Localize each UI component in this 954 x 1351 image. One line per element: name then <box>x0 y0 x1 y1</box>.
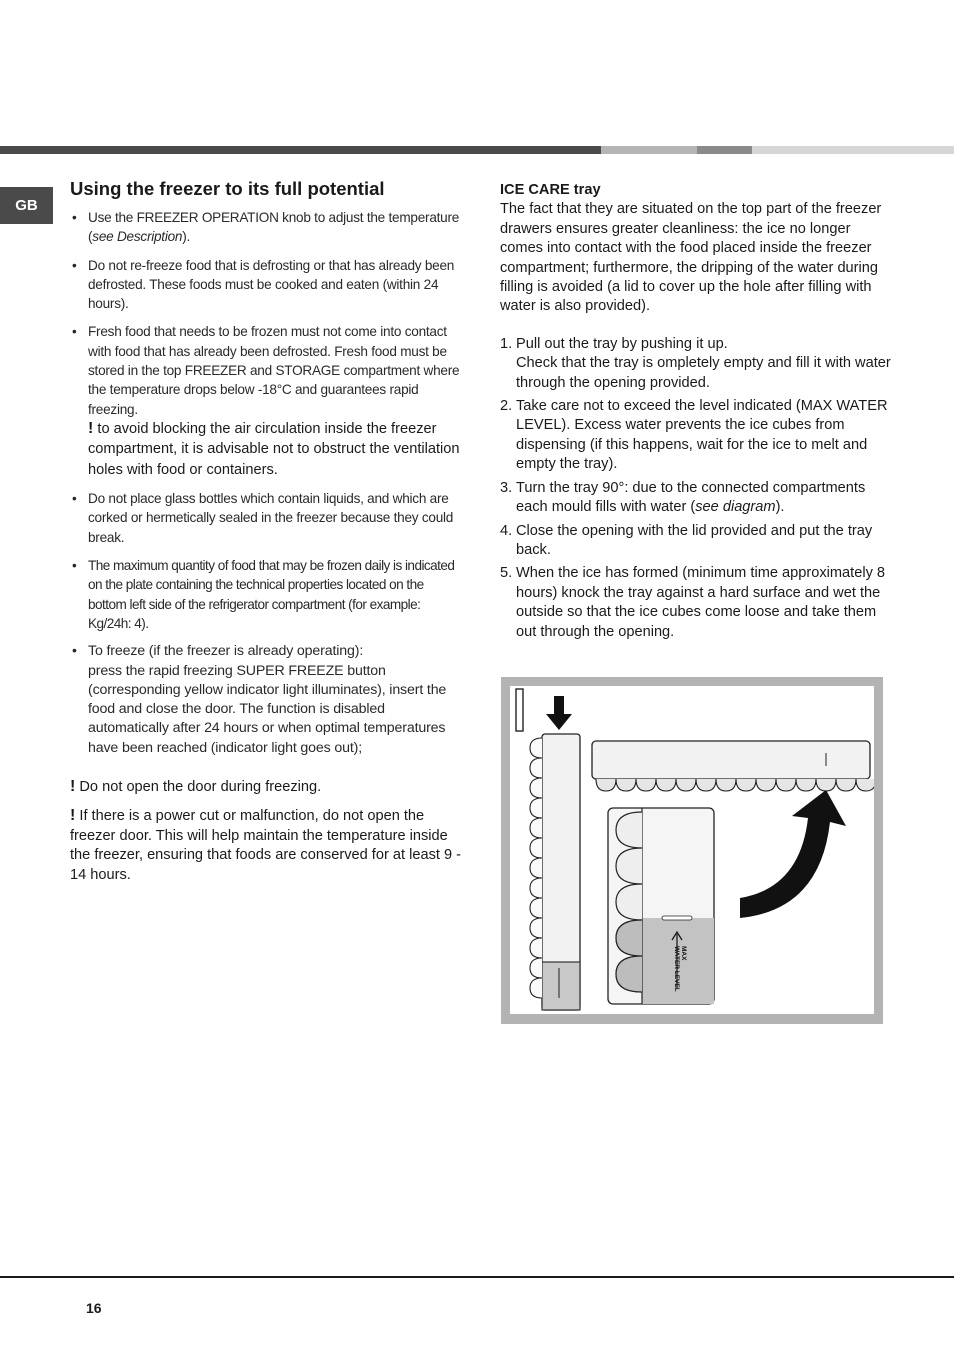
step-item <box>500 397 892 475</box>
label-max: MAX <box>680 946 687 961</box>
lid-shape <box>516 689 523 731</box>
step-item <box>500 522 892 561</box>
tray-vertical <box>530 734 580 1010</box>
tray-side-view <box>608 808 714 1004</box>
step-text: Turn the tray 90°: due to the connected compartments each mould fills with water ( <box>516 479 866 516</box>
header-bar-mid <box>601 146 697 154</box>
step-number: 3. <box>500 479 513 496</box>
step-text: When the ice has formed (minimum time approximately 8 hours) knock the tray against a hard surface and wet the outside so that the ice cubes come loose and take them out through the opening. <box>516 565 886 640</box>
tray-horizontal <box>592 741 874 791</box>
step-text: Pull out the tray by pushing it up. <box>516 335 728 352</box>
bullet-text: Do not place glass bottles which contain liquids, and which are corked or hermetically sealed in the freezer because they could break. <box>88 491 454 545</box>
bullet-text: press the rapid freezing SUPER FREEZE button (corresponding yellow indicator light illuminates), insert the food and close the door. The function is disabled automatically after 24 hours or when optimal temperatures have been reached (indicator light goes out); <box>88 662 447 756</box>
ice-care-title: ICE CARE tray <box>500 182 601 198</box>
left-column <box>70 208 462 894</box>
step-number: 1. <box>500 335 513 352</box>
warning-body: to avoid blocking the air circulation inside the freezer compartment, it is advisable not to obstruct the ventilation holes with food or containers. <box>88 420 460 478</box>
bullet-text: Fresh food that needs to be frozen must not come into contact with food that has already been defrosted. Fresh food must be stored in the top FREEZER and STORAGE compartment where the temperature drops below -18°C and guarantees rapid freezing. <box>88 324 460 417</box>
step-number: 2. <box>500 398 513 415</box>
page-number: 16 <box>86 1300 102 1316</box>
rotate-arrow-icon <box>740 790 846 918</box>
bullet-text: To freeze (if the freezer is already operating): <box>88 643 364 660</box>
list-item <box>70 322 462 480</box>
steps-list <box>500 335 892 642</box>
step-item <box>500 335 892 393</box>
note <box>70 777 462 797</box>
note <box>70 806 462 885</box>
list-item <box>70 642 462 758</box>
step-emphasis: see diagram <box>695 499 776 516</box>
step-number: 4. <box>500 522 513 539</box>
step-item <box>500 479 892 518</box>
note-text: If there is a power cut or malfunction, do not open the freezer door. This will help maintain the temperature inside the freezer, ensuring that foods are conserved for at least 9 - 14 hours. <box>70 808 462 883</box>
label-water-level: WATER LEVEL <box>673 946 680 992</box>
list-item <box>70 256 462 314</box>
list-item <box>70 556 462 633</box>
diagram-canvas <box>510 686 874 1014</box>
tips-list <box>70 208 462 758</box>
ice-tray-diagram <box>501 677 883 1024</box>
diagram-drawing <box>510 686 874 1014</box>
note-mark: ! <box>70 778 76 796</box>
step-text: Take care not to exceed the level indicated (MAX WATER LEVEL). Excess water prevents the ice cubes from dispensing (if this happens, wait for the ice to melt and empty the tray). <box>516 398 888 473</box>
list-item <box>70 208 462 247</box>
ice-care-intro: The fact that they are situated on the top part of the freezer drawers ensures greater cleanliness: the ice no longer comes into contact with the food placed inside the freezer compartment; furthermore, the dripping of the water during filling is avoided (a lid to cover up the hole after filling with water is also provided). <box>500 201 882 315</box>
step-number: 5. <box>500 565 513 582</box>
language-tab: GB <box>0 187 53 224</box>
header-bar-dark <box>0 146 601 154</box>
header-bar-dark-short <box>697 146 752 154</box>
note-mark: ! <box>70 807 76 825</box>
step-text: Close the opening with the lid provided and put the tray back. <box>516 522 873 558</box>
bullet-text: ). <box>182 229 191 245</box>
header-bar-light <box>752 146 954 154</box>
warning-mark: ! <box>88 419 94 437</box>
step-text: ). <box>775 499 785 516</box>
bullet-emphasis: see Description <box>92 229 183 245</box>
list-item <box>70 489 462 547</box>
step-text: Check that the tray is ompletely empty and fill it with water through the opening provided. <box>516 355 891 391</box>
warning-text <box>88 421 460 478</box>
bullet-text: Do not re-freeze food that is defrosting or that has already been defrosted. These foods must be cooked and eaten (within 24 hours). <box>88 257 455 312</box>
right-column <box>500 181 892 646</box>
step-item <box>500 564 892 642</box>
section-title: Using the freezer to its full potential <box>70 178 385 199</box>
bullet-text: The maximum quantity of food that may be frozen daily is indicated on the plate containing the technical properties located on the bottom left side of the refrigerator compartment (for example: Kg/24h: 4). <box>88 558 455 631</box>
bullet-text: Use the FREEZER OPERATION knob to adjust the temperature ( <box>88 210 460 245</box>
note-text: Do not open the door during freezing. <box>79 779 322 796</box>
arrow-down-icon <box>546 696 572 730</box>
footer-rule <box>0 1276 954 1278</box>
